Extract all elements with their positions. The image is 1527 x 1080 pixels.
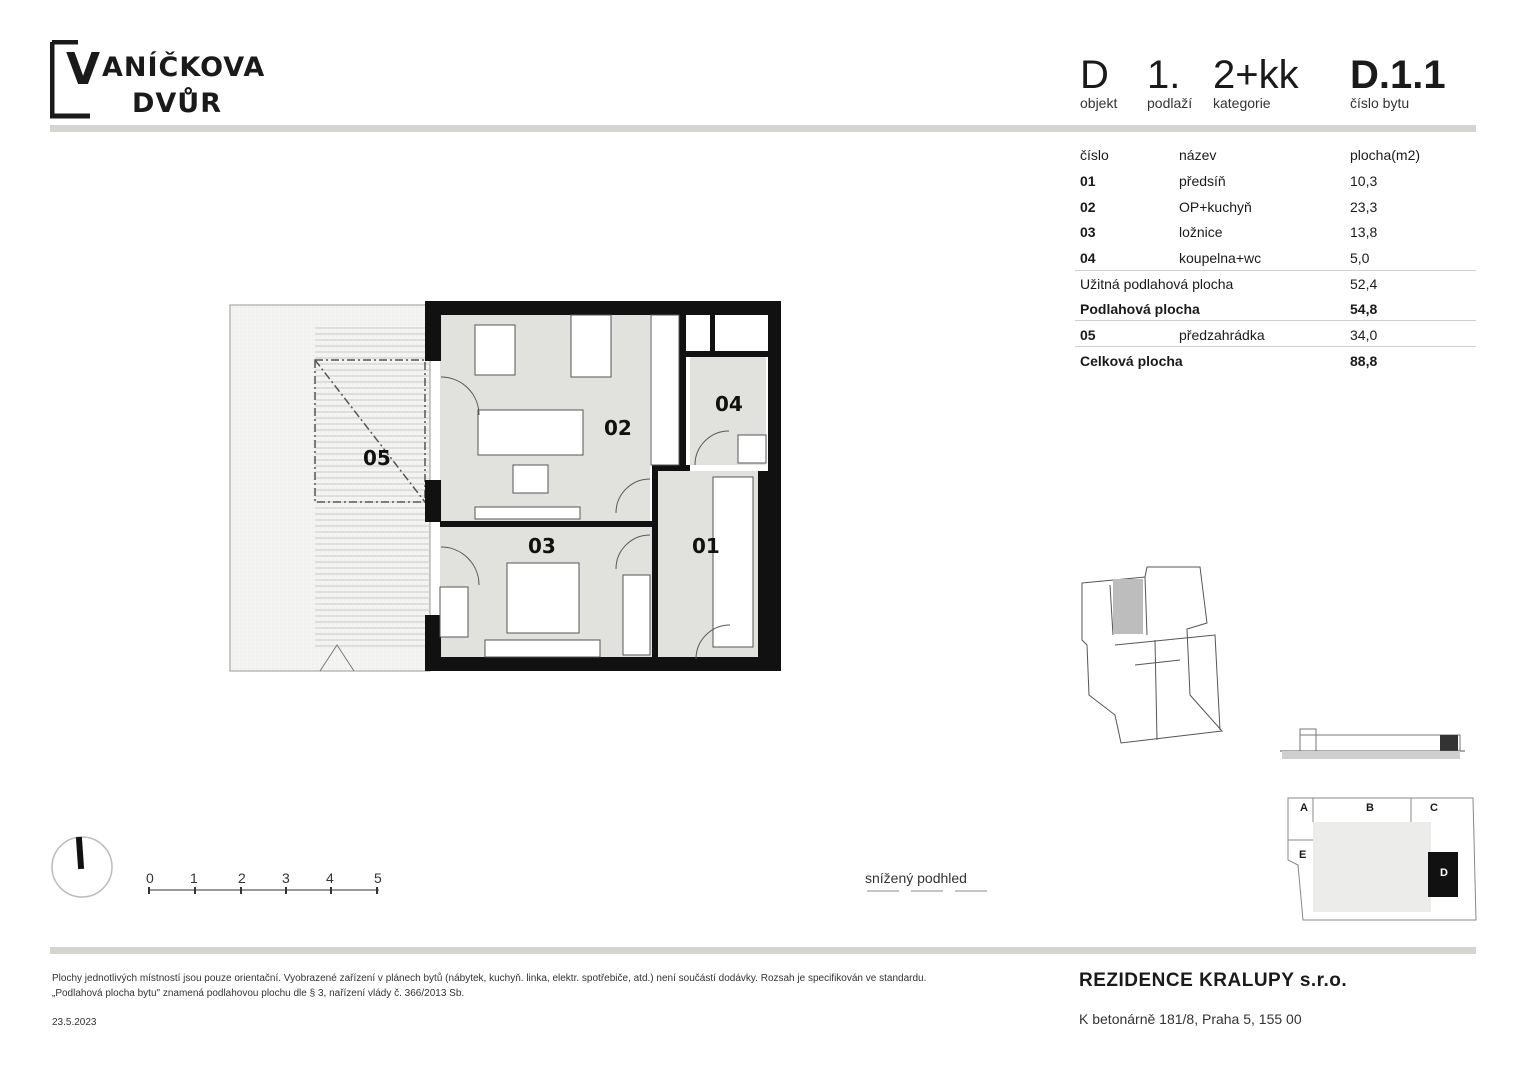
footer-note-1: Plochy jednotlivých místností jsou pouze orientační. Vyobrazené zařízení v plánech bytů (nábytek, kuchyň. linka, elektr. spotřebiče, atd.) není součástí dodávky. Rozsah je specifikován ve standardu. bbox=[52, 973, 927, 984]
podlahova-label: Podlahová plocha bbox=[1080, 301, 1200, 317]
kategorie-label: kategorie bbox=[1213, 95, 1271, 111]
room-num: 04 bbox=[1080, 250, 1096, 266]
zahradka-name: předzahrádka bbox=[1179, 327, 1265, 343]
header-objekt bbox=[1080, 55, 1117, 111]
header-cislo: číslo bbox=[1080, 147, 1109, 163]
table-divider bbox=[1075, 270, 1476, 271]
scale-tick: 0 bbox=[146, 870, 154, 886]
table-divider bbox=[1075, 346, 1476, 347]
table-header bbox=[1080, 143, 1476, 168]
header-divider bbox=[50, 125, 1476, 132]
table-row bbox=[1080, 246, 1476, 271]
celkova-label: Celková plocha bbox=[1080, 353, 1183, 369]
uzitna-area: 52,4 bbox=[1350, 276, 1378, 292]
block-d-label: D bbox=[1440, 867, 1448, 879]
block-e-label: E bbox=[1299, 849, 1307, 861]
legend-snizeny: snížený podhled bbox=[865, 870, 967, 886]
objekt-value: D bbox=[1080, 53, 1109, 97]
zahradka-area: 34,0 bbox=[1350, 327, 1378, 343]
kategorie-value: 2+kk bbox=[1213, 53, 1299, 97]
footer-divider bbox=[50, 947, 1476, 954]
header-podlazi bbox=[1147, 55, 1192, 111]
room-label-03: 03 bbox=[528, 534, 556, 558]
north-arrow-icon bbox=[50, 835, 116, 901]
cislo-bytu-label: číslo bytu bbox=[1350, 95, 1410, 111]
table-row-uzitna bbox=[1080, 272, 1476, 297]
legend-dashed-line bbox=[865, 888, 995, 894]
objekt-label: objekt bbox=[1080, 95, 1118, 111]
room-num: 01 bbox=[1080, 173, 1096, 189]
header-cislo-bytu bbox=[1350, 55, 1446, 111]
header-nazev: název bbox=[1179, 147, 1217, 163]
table-row-zahradka bbox=[1080, 323, 1476, 348]
celkova-area: 88,8 bbox=[1350, 353, 1378, 369]
room-label-04: 04 bbox=[715, 392, 743, 416]
floor-plan bbox=[220, 295, 790, 680]
table-row bbox=[1080, 195, 1476, 220]
block-a-label: A bbox=[1300, 802, 1308, 814]
key-plan bbox=[1075, 565, 1225, 750]
header-plocha: plocha(m2) bbox=[1350, 147, 1421, 163]
logo bbox=[50, 40, 300, 120]
room-area: 23,3 bbox=[1350, 199, 1378, 215]
table-divider bbox=[1075, 320, 1476, 321]
room-name: předsíň bbox=[1179, 173, 1226, 189]
site-plan bbox=[1283, 790, 1483, 930]
footer-address: K betonárně 181/8, Praha 5, 155 00 bbox=[1079, 1011, 1302, 1027]
logo-line2: DVŮR bbox=[132, 88, 223, 119]
zahradka-num: 05 bbox=[1080, 327, 1096, 343]
logo-mark: V bbox=[66, 44, 102, 95]
table-row bbox=[1080, 220, 1476, 245]
scale-tick: 1 bbox=[190, 870, 198, 886]
logo-line1: ANÍČKOVA bbox=[102, 52, 266, 83]
block-c-label: C bbox=[1430, 802, 1438, 814]
key-plan-highlight bbox=[1113, 579, 1143, 634]
room-area: 13,8 bbox=[1350, 224, 1378, 240]
scale-tick: 5 bbox=[374, 870, 382, 886]
room-label-05: 05 bbox=[363, 446, 391, 470]
room-label-02: 02 bbox=[604, 416, 632, 440]
podlazi-value: 1. bbox=[1147, 53, 1181, 97]
uzitna-label: Užitná podlahová plocha bbox=[1080, 276, 1234, 292]
section-elevation bbox=[1280, 715, 1465, 765]
room-name: koupelna+wc bbox=[1179, 250, 1262, 266]
room-name: OP+kuchyň bbox=[1179, 199, 1252, 215]
footer-note-2: „Podlahová plocha bytu" znamená podlahovou plochu dle § 3, nařízení vlády č. 366/2013 Sb. bbox=[52, 988, 465, 999]
room-name: ložnice bbox=[1179, 224, 1223, 240]
table-row-celkova bbox=[1080, 349, 1476, 374]
podlahova-area: 54,8 bbox=[1350, 301, 1378, 317]
scale-tick: 4 bbox=[326, 870, 334, 886]
room-label-01: 01 bbox=[692, 534, 720, 558]
room-num: 03 bbox=[1080, 224, 1096, 240]
room-area: 10,3 bbox=[1350, 173, 1378, 189]
scale-line bbox=[145, 885, 385, 895]
podlazi-label: podlaží bbox=[1147, 95, 1193, 111]
room-area: 5,0 bbox=[1350, 250, 1370, 266]
scale-tick: 2 bbox=[238, 870, 246, 886]
room-num: 02 bbox=[1080, 199, 1096, 215]
cislo-bytu-value: D.1.1 bbox=[1350, 53, 1446, 97]
scale-tick: 3 bbox=[282, 870, 290, 886]
footer-company: REZIDENCE KRALUPY s.r.o. bbox=[1079, 970, 1348, 991]
footer-date: 23.5.2023 bbox=[52, 1017, 97, 1028]
table-row-podlahova bbox=[1080, 297, 1476, 322]
block-b-label: B bbox=[1366, 802, 1374, 814]
header-kategorie bbox=[1213, 55, 1299, 111]
table-row bbox=[1080, 169, 1476, 194]
